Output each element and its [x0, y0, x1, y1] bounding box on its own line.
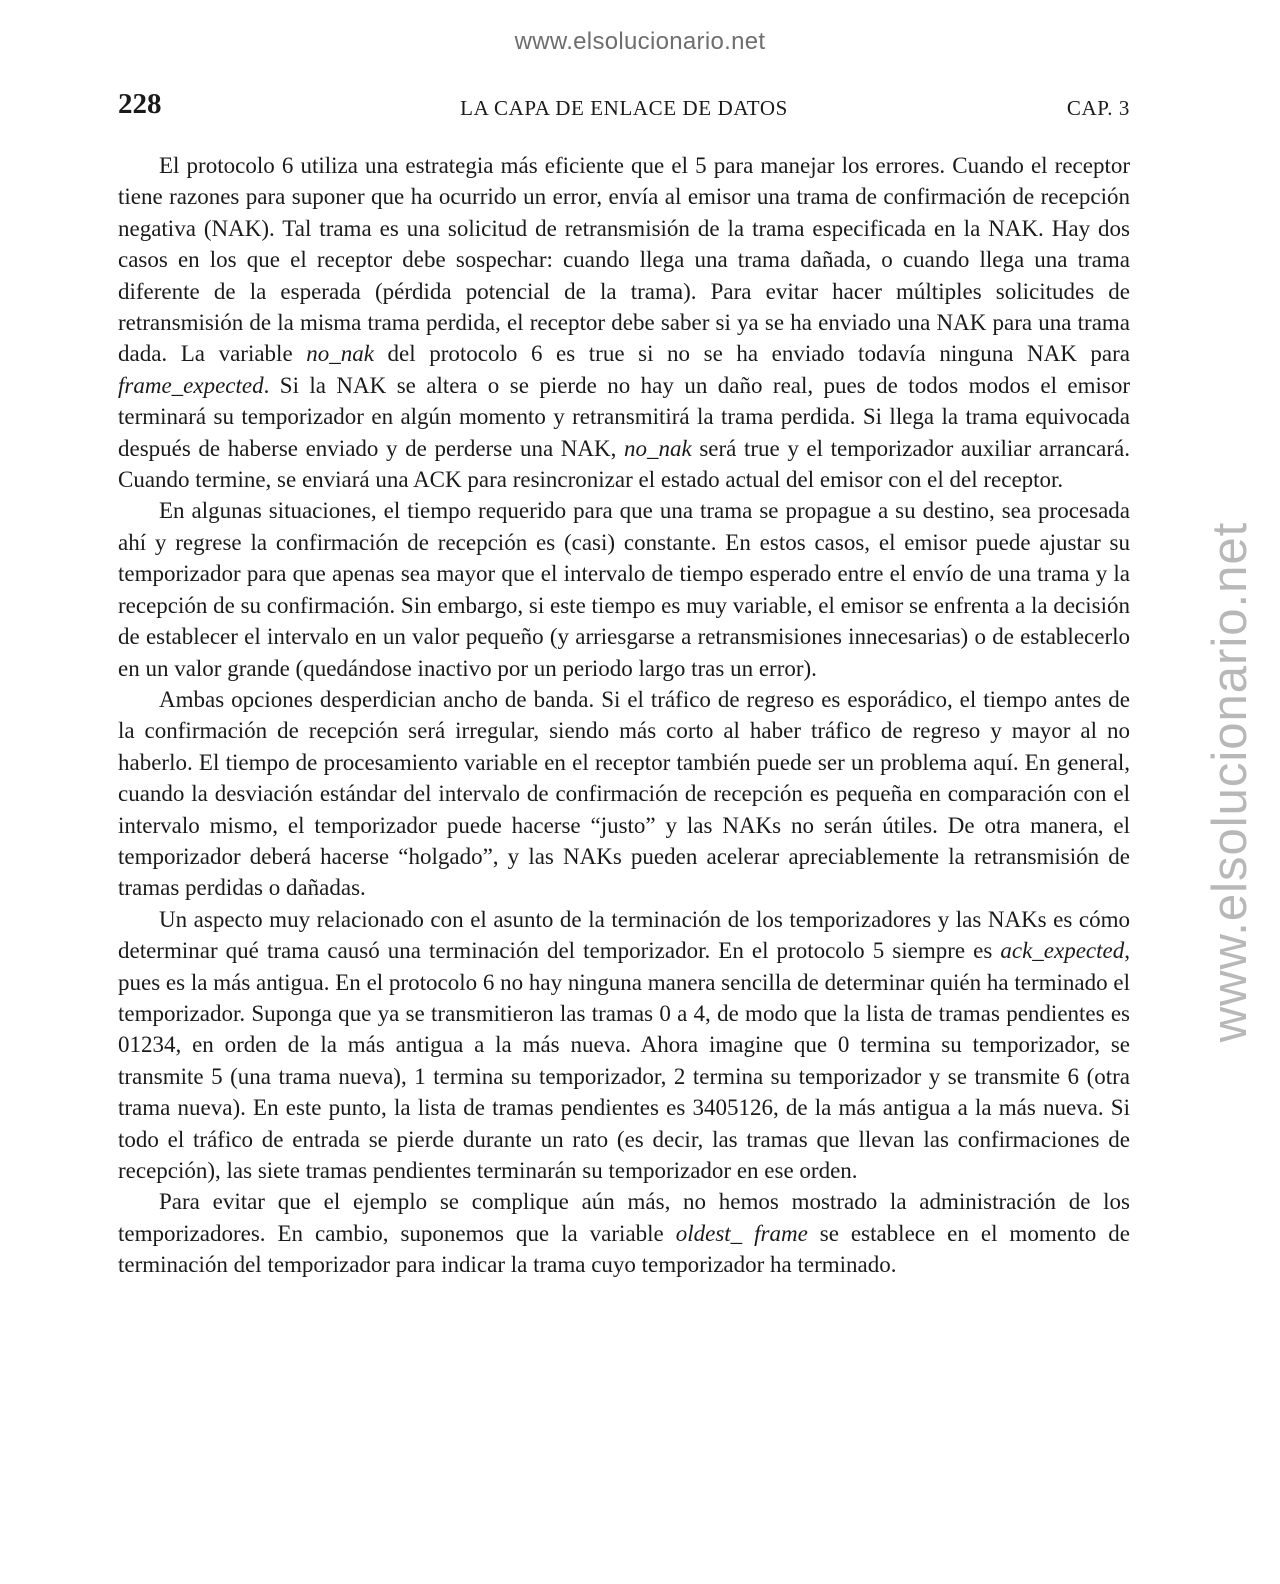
paragraph-text: se establece en el momento de terminación del temporizador para indicar la trama cuyo temporizador ha terminado.: [118, 1220, 1130, 1278]
code-term: no_nak: [623, 435, 692, 461]
code-term: oldest_ frame: [675, 1220, 808, 1246]
running-head: [118, 88, 1130, 128]
paragraph-text: Para evitar que el ejemplo se complique aún más, no hemos mostrado la administración de los temporizadores. En cambio, suponemos que la variable: [118, 1189, 1130, 1246]
body-text: [118, 150, 1130, 1281]
paragraph-text: . Si la NAK se altera o se pierde no hay un daño real, pues de todos modos el emisor terminará su temporizador en algún momento y retransmitirá la trama perdida. Si llega la trama equivocada después de haberse enviado y de perderse una NAK,: [118, 372, 1130, 461]
paragraph-3: Ambas opciones desperdician ancho de banda. Si el tráfico de regreso es esporádico, el tiempo antes de la confirmación de recepción será irregular, siendo más corto al haber tráfico de regreso y mayor al no haberlo. El tiempo de procesamiento variable en el receptor también puede ser un problema aquí. En general, cuando la desviación estándar del intervalo de confirmación de recepción es pequeña en comparación con el intervalo mismo, el temporizador puede hacerse “justo” y las NAKs no serán útiles. De otra manera, el temporizador deberá hacerse “holgado”, y las NAKs pueden acelerar apreciablemente la retransmisión de tramas perdidas o dañadas.: [118, 686, 1130, 901]
paragraph-text: Un aspecto muy relacionado con el asunto de la terminación de los temporizadores y las NAKs es cómo determinar qué trama causó una terminación del temporizador. En el protocolo 5 siempre es: [118, 906, 1130, 964]
chapter-title: LA CAPA DE ENLACE DE DATOS: [460, 96, 788, 120]
watermark-url-top: www.elsolucionario.net: [514, 28, 766, 55]
watermark-url-side: www.elsolucionario.net: [1203, 521, 1257, 1043]
paragraph-text: del protocolo 6 es true si no se ha enviado todavía ninguna NAK para: [373, 341, 1130, 367]
paragraph-2: En algunas situaciones, el tiempo requerido para que una trama se propague a su destino, sea procesada ahí y regrese la confirmación de recepción es (casi) constante. En estos casos, el emisor puede ajustar su temporizador para que apenas sea mayor que el intervalo de tiempo esperado entre el envío de una trama y la recepción de su confirmación. Sin embargo, si este tiempo es muy variable, el emisor se enfrenta a la decisión de establecer el intervalo en un valor pequeño (y arriesgarse a retransmisiones innecesarias) o de establecerlo en un valor grande (quedándose inactivo por un periodo largo tras un error).: [118, 498, 1130, 681]
paragraph-text: El protocolo 6 utiliza una estrategia más eficiente que el 5 para manejar los errores. Cuando el receptor tiene razones para suponer que ha ocurrido un error, envía al emisor una trama de confirmación de recepción negativa (NAK). Tal trama es una solicitud de retransmisión de la trama especificada en la NAK. Hay dos casos en los que el receptor debe sospechar: cuando llega una trama dañada, o cuando llega una trama diferente de la esperada (pérdida potencial de la trama). Para evitar hacer múltiples solicitudes de retransmisión de la misma trama perdida, el receptor debe saber si ya se ha enviado una NAK para una trama dada. La variable: [118, 153, 1130, 367]
paragraph-text: , pues es la más antigua. En el protocolo 6 no hay ninguna manera sencilla de determinar quién ha terminado el temporizador. Suponga que ya se transmitieron las tramas 0 a 4, de modo que la lista de tramas pendientes es 01234, en orden de la más antigua a la más nueva. Ahora imagine que 0 termina su temporizador, se transmite 5 (una trama nueva), 1 termina su temporizador, 2 termina su temporizador y se transmite 6 (otra trama nueva). En este punto, la lista de tramas pendientes es 3405126, de la más antigua a la más nueva. Si todo el tráfico de entrada se pierde durante un rato (es decir, las tramas que llevan las confirmaciones de recepción), las siete tramas pendientes terminarán su temporizador en ese orden.: [118, 938, 1130, 1183]
code-term: ack_expected: [1000, 938, 1125, 964]
code-term: no_nak: [306, 341, 374, 367]
page-number: 228: [118, 88, 162, 120]
chapter-reference: CAP. 3: [1066, 96, 1130, 120]
code-term: frame_expected: [118, 372, 264, 398]
paragraph-5: [118, 1186, 1130, 1280]
paragraph-4: [118, 904, 1130, 1187]
paragraph-1: [118, 150, 1130, 495]
paragraph-text: será true y el temporizador auxiliar arrancará. Cuando termine, se enviará una ACK para resincronizar el estado actual del emisor con el del receptor.: [118, 435, 1131, 493]
